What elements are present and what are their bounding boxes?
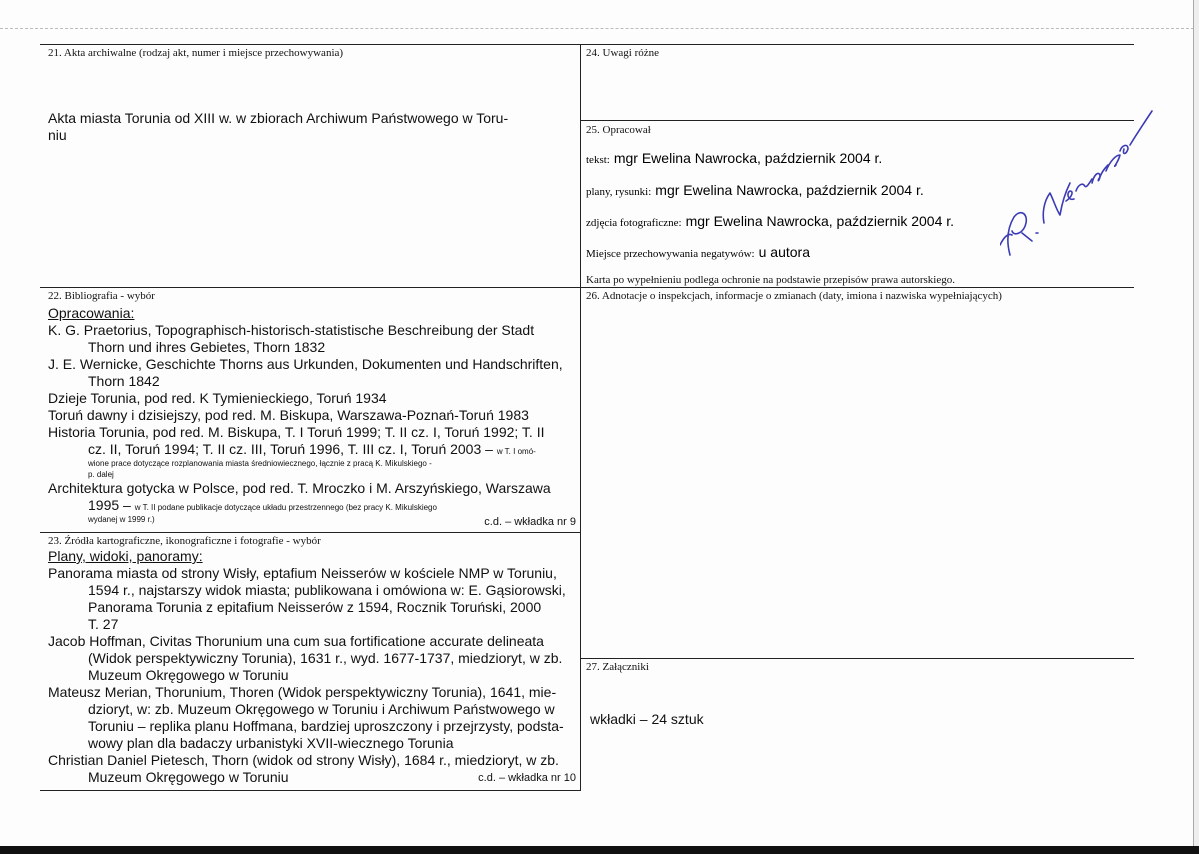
entry-line: K. G. Praetorius, Topographisch-historisch-statistische Beschreibung der Stadt <box>48 322 535 338</box>
entry-line: Muzeum Okręgowego w Toruniu <box>88 769 289 785</box>
entry-line: Panorama miasta od strony Wisły, eptafium Neisserów w kościele NMP w Toruniu, <box>48 565 557 581</box>
entry-line: (Widok perspektywiczny Torunia), 1631 r., wyd. 1677-1737, miedzioryt, w zb. <box>88 650 563 666</box>
entry-line: Mateusz Merian, Thorunium, Thoren (Widok perspektywiczny Torunia), 1641, mie- <box>48 684 557 700</box>
section-22-label: 22. Bibliografia - wybór <box>48 290 155 302</box>
source-entry <box>48 565 578 633</box>
section-26-label: 26. Adnotacje o inspekcjach, informacje o zmianach (daty, imiona i nazwiska wypełniających) <box>586 290 1002 302</box>
entry-line: Historia Torunia, pod red. M. Biskupa, T. I Toruń 1999; T. II cz. I, Toruń 1992; T. II <box>48 424 545 440</box>
tekst-value: mgr Ewelina Nawrocka, październik 2004 r. <box>613 150 883 166</box>
section-21-line-2: niu <box>48 127 67 143</box>
copyright-note: Karta po wypełnieniu podlega ochronie na podstawie przepisów prawa autorskiego. <box>586 274 955 286</box>
plany-value: mgr Ewelina Nawrocka, październik 2004 r. <box>655 182 924 198</box>
entry-note: wydanej w 1999 r.) <box>88 515 155 524</box>
entry-line: Dzieje Torunia, pod red. K Tymienieckiego, Toruń 1934 <box>48 390 387 406</box>
entry-line: 1594 r., najstarszy widok miasta; publikowana i omówiona w: E. Gąsiorowski, <box>88 582 566 598</box>
entry-note: wione prace dotyczące rozplanowania miasta średniowiecznego, łącznie z pracą K. Mikulskiego - <box>88 459 432 468</box>
entry-line-mixed <box>48 441 578 458</box>
bibliography-entry <box>48 390 578 407</box>
miejsce-key: Miejsce przechowywania negatywów: <box>586 248 755 260</box>
entry-line: Panorama Torunia z epitafium Neisserów z 1594, Rocznik Toruński, 2000 <box>88 599 542 615</box>
entry-line-mixed <box>48 497 578 514</box>
handwritten-signature <box>1000 105 1160 265</box>
plany-key: plany, rysunki: <box>586 186 652 198</box>
divider-22-23 <box>40 532 580 533</box>
entry-line: Muzeum Okręgowego w Toruniu <box>88 667 289 683</box>
entry-line: J. E. Wernicke, Geschichte Thorns aus Urkunden, Dokumenten und Handschriften, <box>48 356 563 372</box>
entry-line: 1995 – <box>88 497 131 513</box>
entry-note: w T. I omó- <box>496 447 536 456</box>
divider-21-22 <box>40 287 1134 288</box>
bottom-border-left <box>40 790 581 791</box>
divider-26-27 <box>580 658 1134 659</box>
section-24-label: 24. Uwagi różne <box>586 47 660 59</box>
zdjecia-key: zdjęcia fotograficzne: <box>586 217 682 229</box>
entry-line: dzioryt, w: zb. Muzeum Okręgowego w Toruniu i Archiwum Państwowego w <box>88 701 555 717</box>
attachments-text: wkładki – 24 sztuk <box>590 711 704 727</box>
section-27-label: 27. Załączniki <box>586 661 649 673</box>
tekst-row <box>586 150 882 168</box>
bibliography-continued: c.d. – wkładka nr 9 <box>484 516 576 528</box>
center-divider <box>580 44 581 790</box>
entry-line: Thorn 1842 <box>88 373 160 389</box>
bibliography-entry <box>48 356 578 390</box>
bibliography-list <box>48 305 578 525</box>
entry-line: Toruniu – replika planu Hoffmana, bardziej uproszczony i przejrzysty, podsta- <box>88 718 564 734</box>
entry-line: Jacob Hoffman, Civitas Thorunium una cum sua fortificatione accurate delineata <box>48 633 544 649</box>
bibliography-entry <box>48 407 578 424</box>
tekst-key: tekst: <box>586 154 610 166</box>
top-perforation <box>0 28 1199 29</box>
zdjecia-row <box>586 213 954 231</box>
top-border <box>40 44 1134 45</box>
entry-note: w T. II podane publikacje dotyczące układu przestrzennego (bez pracy K. Mikulskiego <box>134 503 437 512</box>
source-entry <box>48 633 578 684</box>
bibliography-heading: Opracowania: <box>48 305 135 321</box>
entry-line: T. 27 <box>88 616 119 632</box>
zdjecia-value: mgr Ewelina Nawrocka, październik 2004 r. <box>685 213 955 229</box>
entry-line: Thorn und ihres Gebietes, Thorn 1832 <box>88 339 326 355</box>
source-entry <box>48 684 578 752</box>
miejsce-row <box>586 244 810 262</box>
entry-note: p. dalej <box>88 470 114 479</box>
entry-line: wowy plan dla badaczy urbanistyki XVII-wiecznego Torunia <box>88 735 454 751</box>
bibliography-entry <box>48 424 578 480</box>
sources-heading: Plany, widoki, panoramy: <box>48 548 203 564</box>
scan-bottom-edge <box>0 846 1199 854</box>
section-25-label: 25. Opracował <box>586 124 651 136</box>
entry-line: Toruń dawny i dzisiejszy, pod red. M. Biskupa, Warszawa-Poznań-Toruń 1983 <box>48 407 529 423</box>
section-23-label: 23. Źródła kartograficzne, ikonograficzne i fotografie - wybór <box>48 535 321 547</box>
section-21-line-1: Akta miasta Torunia od XIII w. w zbiorach Archiwum Państwowego w Toru- <box>48 110 509 126</box>
miejsce-value: u autora <box>758 244 810 260</box>
sources-continued: c.d. – wkładka nr 10 <box>478 772 576 784</box>
entry-line: cz. II, Toruń 1994; T. II cz. III, Toruń 1996, T. III cz. I, Toruń 2003 – <box>88 441 493 457</box>
bibliography-entry <box>48 322 578 356</box>
section-21-label: 21. Akta archiwalne (rodzaj akt, numer i miejsce przechowywania) <box>48 47 344 59</box>
section-21-text <box>48 110 578 144</box>
entry-line: Architektura gotycka w Polsce, pod red. T. Mroczko i M. Arszyńskiego, Warszawa <box>48 480 551 496</box>
paper-right-edge <box>1193 0 1199 846</box>
entry-line: Christian Daniel Pietesch, Thorn (widok od strony Wisły), 1684 r., miedzioryt, w zb. <box>48 752 559 768</box>
sources-list <box>48 548 578 786</box>
plany-row <box>586 182 924 200</box>
